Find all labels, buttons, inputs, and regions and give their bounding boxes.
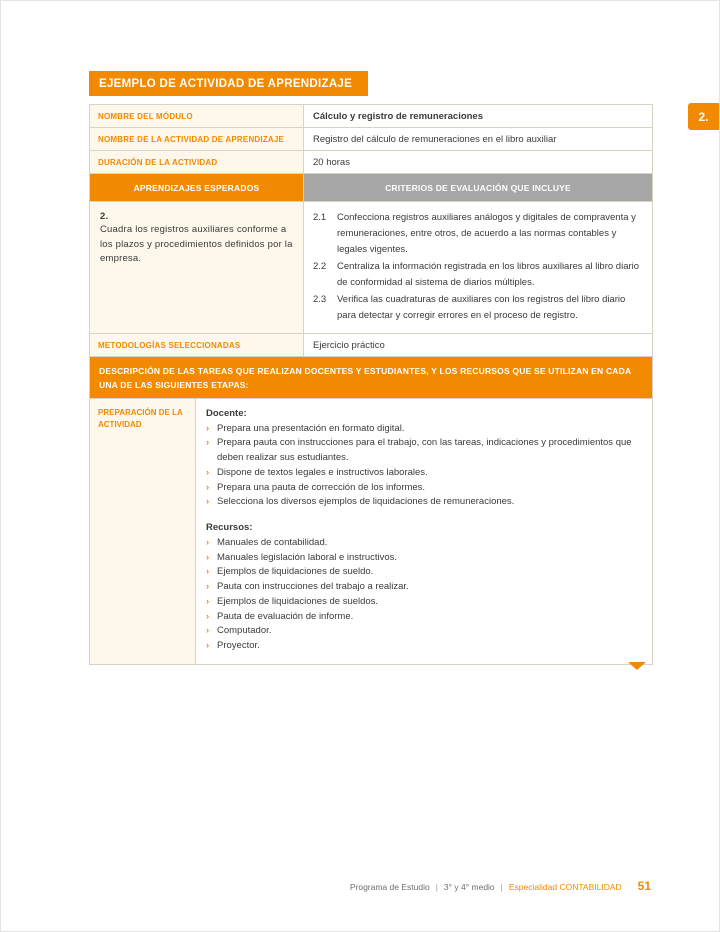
list-item — [206, 551, 642, 566]
bullet-arrow-icon: › — [206, 551, 210, 563]
row-value-metodologias: Ejercicio práctico — [313, 339, 385, 351]
bullet-arrow-icon: › — [206, 466, 210, 478]
page-content — [89, 71, 653, 670]
row-value-duracion: 20 horas — [313, 157, 350, 168]
descripcion-banner: DESCRIPCIÓN DE LAS TAREAS QUE REALIZAN DOCENTES Y ESTUDIANTES, Y LOS RECURSOS QUE SE UTILIZAN EN CADA UNA DE LAS SIGUIENTES ETAPAS: — [90, 357, 652, 399]
criterio-number: 2.2 — [313, 260, 327, 272]
table-row-metodologias — [90, 334, 652, 357]
criterio-text: Centraliza la información registrada en los libros auxiliares al libro diario de conformidad al sistema de diarios múltiples. — [337, 260, 640, 288]
list-item-text: Prepara una presentación en formato digital. — [217, 422, 405, 434]
list-item — [206, 624, 642, 639]
list-item-text: Prepara una pauta de corrección de los informes. — [217, 481, 426, 493]
row-label-metodologias: METODOLOGÍAS SELECCIONADAS — [90, 334, 304, 356]
bullet-arrow-icon: › — [206, 496, 210, 508]
table-row-preparacion — [90, 399, 652, 664]
preparacion-content — [196, 399, 652, 664]
row-value-modulo: Cálculo y registro de remuneraciones — [313, 111, 484, 122]
docente-list — [206, 422, 642, 510]
header-criterios: CRITERIOS DE EVALUACIÓN QUE INCLUYE — [304, 174, 652, 201]
page-number: 51 — [637, 879, 651, 893]
list-item — [206, 565, 642, 580]
criterio-number: 2.3 — [313, 293, 327, 305]
bullet-arrow-icon: › — [206, 437, 210, 449]
list-item-text: Prepara pauta con instrucciones para el trabajo, con las tareas, indicaciones y procedimientos que deben realizar sus estudiantes. — [217, 437, 632, 464]
list-item — [206, 495, 642, 510]
page-title: EJEMPLO DE ACTIVIDAD DE APRENDIZAJE — [89, 71, 368, 96]
chapter-tab: 2. — [688, 103, 719, 130]
list-item-text: Ejemplos de liquidaciones de sueldo. — [217, 566, 374, 578]
row-value-actividad: Registro del cálculo de remuneraciones en el libro auxiliar — [313, 134, 557, 145]
bullet-arrow-icon: › — [206, 422, 210, 434]
criterio-item — [313, 210, 642, 258]
list-item — [206, 481, 642, 496]
list-item — [206, 422, 642, 437]
criterio-text: Confecciona registros auxiliares análogos y digitales de compraventa y remuneraciones, entre otros, de acuerdo a las normas contables y legales vigentes. — [337, 212, 636, 255]
list-item — [206, 466, 642, 481]
footer-program: Programa de Estudio — [349, 882, 430, 892]
criterio-text: Verifica las cuadraturas de auxiliares con los registros del libro diario para detectar y corregir errores en el proceso de registro. — [337, 293, 626, 321]
list-item-text: Pauta de evaluación de informe. — [217, 610, 354, 622]
criterio-number: 2.1 — [313, 212, 327, 223]
activity-table — [89, 104, 653, 665]
list-item — [206, 610, 642, 625]
list-item — [206, 580, 642, 595]
criterio-item — [313, 292, 642, 324]
list-item-text: Computador. — [217, 625, 272, 637]
bullet-arrow-icon: › — [206, 537, 210, 549]
docente-title: Docente: — [206, 407, 247, 419]
list-item — [206, 639, 642, 654]
recursos-list — [206, 536, 642, 654]
preparacion-label: PREPARACIÓN DE LA ACTIVIDAD — [90, 399, 196, 664]
bullet-arrow-icon: › — [206, 595, 210, 607]
bullet-arrow-icon: › — [206, 481, 210, 493]
footer-grade: 3° y 4° medio — [443, 882, 495, 892]
footer-separator: | — [435, 882, 438, 892]
list-item — [206, 436, 642, 465]
list-item — [206, 595, 642, 610]
list-item-text: Manuales legislación laboral e instructivos. — [217, 551, 398, 563]
list-item-text: Proyector. — [217, 640, 260, 652]
row-label-actividad: NOMBRE DE LA ACTIVIDAD DE APRENDIZAJE — [90, 128, 304, 150]
bullet-arrow-icon: › — [206, 610, 210, 622]
table-header-row — [90, 174, 652, 202]
table-row-aprendizaje — [90, 202, 652, 334]
table-row-modulo — [90, 105, 652, 128]
table-row-duracion — [90, 151, 652, 174]
recursos-title: Recursos: — [206, 522, 253, 534]
page-footer — [350, 879, 651, 893]
footer-separator: | — [500, 882, 503, 892]
list-item-text: Dispone de textos legales e instructivos laborales. — [217, 466, 428, 478]
list-item-text: Manuales de contabilidad. — [217, 537, 328, 549]
footer-specialty: Especialidad CONTABILIDAD — [508, 882, 622, 892]
list-item-text: Pauta con instrucciones del trabajo a realizar. — [217, 581, 409, 593]
bullet-arrow-icon: › — [206, 581, 210, 593]
list-item-text: Selecciona los diversos ejemplos de liquidaciones de remuneraciones. — [217, 496, 515, 508]
criterio-item — [313, 259, 642, 291]
aprendizaje-cell — [90, 202, 304, 333]
criterios-list — [304, 202, 652, 333]
down-triangle-icon — [628, 662, 646, 670]
aprendizaje-number: 2. — [100, 211, 109, 222]
row-label-duracion: DURACIÓN DE LA ACTIVIDAD — [90, 151, 304, 173]
list-item — [206, 536, 642, 551]
bullet-arrow-icon: › — [206, 640, 210, 652]
bullet-arrow-icon: › — [206, 566, 210, 578]
bullet-arrow-icon: › — [206, 625, 210, 637]
row-label-modulo: NOMBRE DEL MÓDULO — [90, 105, 304, 127]
list-item-text: Ejemplos de liquidaciones de sueldos. — [217, 595, 379, 607]
table-row-actividad — [90, 128, 652, 151]
aprendizaje-text: Cuadra los registros auxiliares conforme a los plazos y procedimientos definidos por la empresa. — [100, 224, 293, 265]
header-aprendizajes: APRENDIZAJES ESPERADOS — [90, 174, 304, 201]
